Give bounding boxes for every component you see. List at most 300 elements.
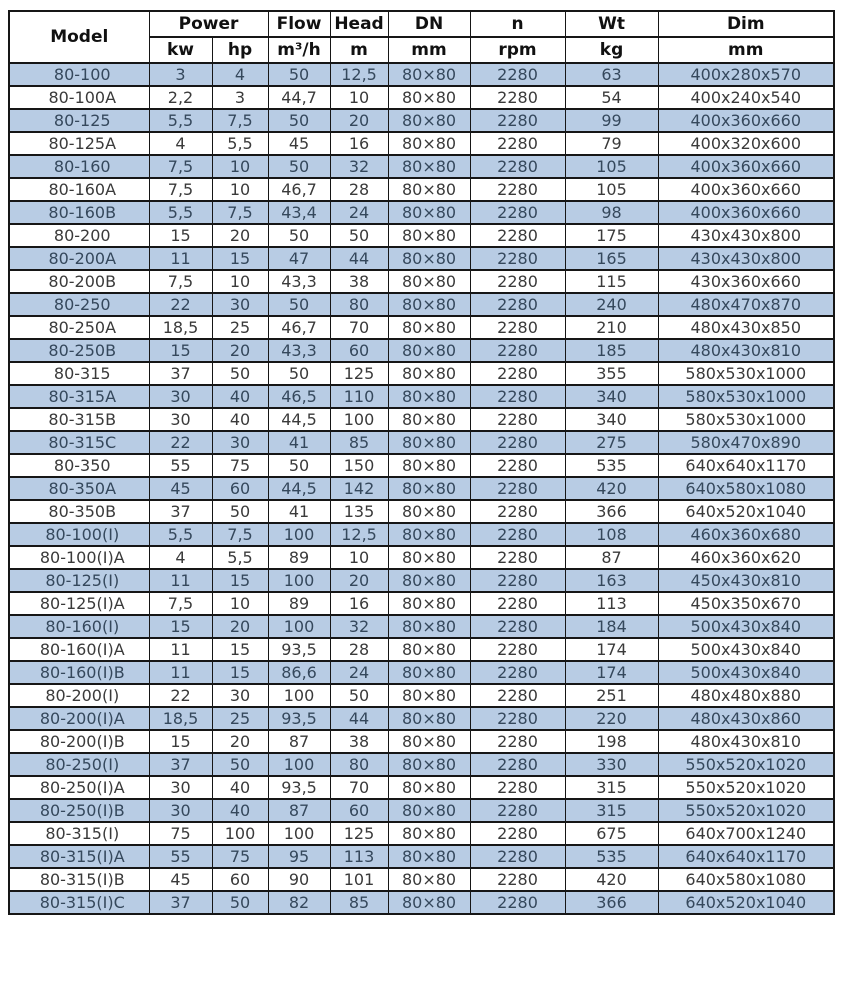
- cell-kw: 11: [149, 569, 212, 592]
- cell-kw: 11: [149, 638, 212, 661]
- cell-head: 28: [330, 178, 388, 201]
- cell-model: 80-100(I)A: [9, 546, 149, 569]
- cell-dn: 80×80: [388, 822, 470, 845]
- cell-hp: 50: [212, 500, 268, 523]
- cell-dn: 80×80: [388, 615, 470, 638]
- cell-wt: 240: [565, 293, 658, 316]
- table-row: [9, 224, 834, 247]
- cell-wt: 210: [565, 316, 658, 339]
- cell-kw: 15: [149, 224, 212, 247]
- cell-n: 2280: [470, 477, 565, 500]
- cell-dim: 640x640x1170: [658, 845, 834, 868]
- cell-dim: 460x360x680: [658, 523, 834, 546]
- cell-kw: 75: [149, 822, 212, 845]
- header-row-1: [9, 11, 834, 37]
- cell-model: 80-350B: [9, 500, 149, 523]
- cell-hp: 20: [212, 339, 268, 362]
- cell-model: 80-160A: [9, 178, 149, 201]
- col-header-model: Model: [9, 11, 149, 63]
- cell-dim: 400x320x600: [658, 132, 834, 155]
- cell-dn: 80×80: [388, 500, 470, 523]
- cell-model: 80-125: [9, 109, 149, 132]
- cell-model: 80-315B: [9, 408, 149, 431]
- cell-head: 12,5: [330, 523, 388, 546]
- cell-kw: 55: [149, 454, 212, 477]
- cell-head: 20: [330, 569, 388, 592]
- cell-head: 44: [330, 247, 388, 270]
- cell-n: 2280: [470, 753, 565, 776]
- cell-dim: 500x430x840: [658, 615, 834, 638]
- cell-dim: 400x360x660: [658, 155, 834, 178]
- cell-dn: 80×80: [388, 845, 470, 868]
- cell-dim: 480x430x810: [658, 339, 834, 362]
- cell-n: 2280: [470, 500, 565, 523]
- cell-dn: 80×80: [388, 753, 470, 776]
- cell-head: 60: [330, 799, 388, 822]
- cell-head: 80: [330, 753, 388, 776]
- table-row: [9, 339, 834, 362]
- cell-hp: 4: [212, 63, 268, 86]
- cell-kw: 2,2: [149, 86, 212, 109]
- table-row: [9, 546, 834, 569]
- cell-head: 80: [330, 293, 388, 316]
- col-header-n: n: [470, 11, 565, 37]
- cell-head: 38: [330, 270, 388, 293]
- cell-hp: 75: [212, 454, 268, 477]
- cell-flow: 100: [268, 822, 330, 845]
- cell-kw: 30: [149, 408, 212, 431]
- cell-kw: 55: [149, 845, 212, 868]
- table-row: [9, 730, 834, 753]
- cell-n: 2280: [470, 63, 565, 86]
- cell-dn: 80×80: [388, 155, 470, 178]
- cell-kw: 11: [149, 661, 212, 684]
- table-row: [9, 408, 834, 431]
- cell-model: 80-160(I)A: [9, 638, 149, 661]
- cell-kw: 7,5: [149, 178, 212, 201]
- cell-dim: 430x360x660: [658, 270, 834, 293]
- cell-head: 10: [330, 86, 388, 109]
- cell-n: 2280: [470, 132, 565, 155]
- cell-dn: 80×80: [388, 454, 470, 477]
- cell-kw: 22: [149, 431, 212, 454]
- cell-kw: 30: [149, 776, 212, 799]
- cell-hp: 15: [212, 661, 268, 684]
- cell-model: 80-250: [9, 293, 149, 316]
- col-header-dn-unit: mm: [388, 37, 470, 63]
- cell-wt: 355: [565, 362, 658, 385]
- cell-head: 100: [330, 408, 388, 431]
- cell-hp: 50: [212, 362, 268, 385]
- cell-wt: 366: [565, 500, 658, 523]
- cell-dn: 80×80: [388, 339, 470, 362]
- cell-flow: 50: [268, 109, 330, 132]
- cell-dn: 80×80: [388, 385, 470, 408]
- cell-n: 2280: [470, 592, 565, 615]
- cell-dn: 80×80: [388, 109, 470, 132]
- cell-flow: 87: [268, 730, 330, 753]
- cell-dn: 80×80: [388, 316, 470, 339]
- cell-head: 12,5: [330, 63, 388, 86]
- cell-hp: 40: [212, 408, 268, 431]
- cell-hp: 15: [212, 247, 268, 270]
- cell-flow: 89: [268, 546, 330, 569]
- cell-kw: 18,5: [149, 707, 212, 730]
- table-row: [9, 569, 834, 592]
- table-row: [9, 661, 834, 684]
- cell-wt: 184: [565, 615, 658, 638]
- cell-flow: 43,4: [268, 201, 330, 224]
- cell-wt: 535: [565, 454, 658, 477]
- cell-hp: 7,5: [212, 109, 268, 132]
- cell-model: 80-160(I): [9, 615, 149, 638]
- cell-model: 80-100A: [9, 86, 149, 109]
- table-row: [9, 109, 834, 132]
- table-row: [9, 63, 834, 86]
- cell-n: 2280: [470, 868, 565, 891]
- cell-hp: 30: [212, 293, 268, 316]
- cell-flow: 93,5: [268, 707, 330, 730]
- cell-flow: 43,3: [268, 339, 330, 362]
- cell-kw: 7,5: [149, 592, 212, 615]
- cell-model: 80-250(I)A: [9, 776, 149, 799]
- table-row: [9, 845, 834, 868]
- cell-hp: 10: [212, 592, 268, 615]
- cell-hp: 40: [212, 799, 268, 822]
- cell-model: 80-315A: [9, 385, 149, 408]
- cell-model: 80-350A: [9, 477, 149, 500]
- cell-head: 70: [330, 776, 388, 799]
- cell-kw: 15: [149, 339, 212, 362]
- cell-dn: 80×80: [388, 86, 470, 109]
- cell-model: 80-200A: [9, 247, 149, 270]
- cell-dim: 550x520x1020: [658, 753, 834, 776]
- cell-wt: 63: [565, 63, 658, 86]
- cell-model: 80-160(I)B: [9, 661, 149, 684]
- cell-flow: 41: [268, 500, 330, 523]
- cell-kw: 7,5: [149, 155, 212, 178]
- cell-hp: 15: [212, 569, 268, 592]
- col-header-flow: Flow: [268, 11, 330, 37]
- cell-head: 44: [330, 707, 388, 730]
- col-header-dim: Dim: [658, 11, 834, 37]
- cell-n: 2280: [470, 408, 565, 431]
- cell-n: 2280: [470, 109, 565, 132]
- cell-n: 2280: [470, 615, 565, 638]
- cell-dim: 480x430x850: [658, 316, 834, 339]
- cell-flow: 95: [268, 845, 330, 868]
- cell-head: 60: [330, 339, 388, 362]
- cell-wt: 675: [565, 822, 658, 845]
- cell-flow: 100: [268, 569, 330, 592]
- cell-wt: 315: [565, 799, 658, 822]
- cell-hp: 20: [212, 615, 268, 638]
- table-row: [9, 822, 834, 845]
- cell-head: 85: [330, 891, 388, 914]
- cell-flow: 50: [268, 155, 330, 178]
- cell-wt: 535: [565, 845, 658, 868]
- cell-flow: 100: [268, 684, 330, 707]
- cell-kw: 37: [149, 891, 212, 914]
- cell-flow: 100: [268, 523, 330, 546]
- cell-kw: 5,5: [149, 523, 212, 546]
- cell-kw: 11: [149, 247, 212, 270]
- cell-dim: 640x700x1240: [658, 822, 834, 845]
- cell-dim: 480x430x860: [658, 707, 834, 730]
- cell-model: 80-200(I): [9, 684, 149, 707]
- cell-n: 2280: [470, 638, 565, 661]
- cell-wt: 366: [565, 891, 658, 914]
- cell-n: 2280: [470, 707, 565, 730]
- cell-model: 80-125(I): [9, 569, 149, 592]
- table-row: [9, 500, 834, 523]
- table-row: [9, 132, 834, 155]
- cell-dn: 80×80: [388, 638, 470, 661]
- table-row: [9, 776, 834, 799]
- cell-kw: 22: [149, 684, 212, 707]
- cell-n: 2280: [470, 661, 565, 684]
- cell-n: 2280: [470, 523, 565, 546]
- cell-dim: 580x530x1000: [658, 385, 834, 408]
- cell-model: 80-315(I)C: [9, 891, 149, 914]
- cell-head: 24: [330, 201, 388, 224]
- cell-hp: 15: [212, 638, 268, 661]
- cell-n: 2280: [470, 385, 565, 408]
- col-header-power: Power: [149, 11, 268, 37]
- cell-wt: 163: [565, 569, 658, 592]
- cell-hp: 7,5: [212, 523, 268, 546]
- cell-wt: 174: [565, 661, 658, 684]
- cell-kw: 37: [149, 753, 212, 776]
- cell-dn: 80×80: [388, 178, 470, 201]
- cell-dim: 400x240x540: [658, 86, 834, 109]
- col-header-dim-unit: mm: [658, 37, 834, 63]
- table-row: [9, 891, 834, 914]
- cell-wt: 115: [565, 270, 658, 293]
- table-row: [9, 523, 834, 546]
- cell-hp: 60: [212, 477, 268, 500]
- cell-wt: 275: [565, 431, 658, 454]
- table-row: [9, 684, 834, 707]
- cell-head: 28: [330, 638, 388, 661]
- cell-flow: 100: [268, 615, 330, 638]
- cell-flow: 50: [268, 293, 330, 316]
- cell-wt: 98: [565, 201, 658, 224]
- cell-n: 2280: [470, 822, 565, 845]
- cell-dn: 80×80: [388, 684, 470, 707]
- cell-flow: 41: [268, 431, 330, 454]
- table-row: [9, 799, 834, 822]
- cell-flow: 44,5: [268, 408, 330, 431]
- cell-hp: 20: [212, 730, 268, 753]
- col-header-head: Head: [330, 11, 388, 37]
- cell-head: 150: [330, 454, 388, 477]
- cell-dim: 400x360x660: [658, 109, 834, 132]
- cell-kw: 37: [149, 500, 212, 523]
- cell-n: 2280: [470, 339, 565, 362]
- cell-wt: 165: [565, 247, 658, 270]
- cell-dn: 80×80: [388, 293, 470, 316]
- cell-model: 80-350: [9, 454, 149, 477]
- cell-model: 80-160B: [9, 201, 149, 224]
- cell-dn: 80×80: [388, 891, 470, 914]
- cell-wt: 105: [565, 155, 658, 178]
- cell-dim: 480x430x810: [658, 730, 834, 753]
- table-row: [9, 868, 834, 891]
- cell-kw: 15: [149, 615, 212, 638]
- cell-kw: 30: [149, 385, 212, 408]
- cell-head: 85: [330, 431, 388, 454]
- cell-flow: 50: [268, 362, 330, 385]
- cell-dn: 80×80: [388, 661, 470, 684]
- cell-head: 101: [330, 868, 388, 891]
- cell-head: 10: [330, 546, 388, 569]
- cell-flow: 86,6: [268, 661, 330, 684]
- cell-wt: 185: [565, 339, 658, 362]
- cell-n: 2280: [470, 569, 565, 592]
- table-row: [9, 155, 834, 178]
- cell-dn: 80×80: [388, 362, 470, 385]
- cell-n: 2280: [470, 730, 565, 753]
- cell-wt: 87: [565, 546, 658, 569]
- cell-hp: 3: [212, 86, 268, 109]
- cell-dn: 80×80: [388, 431, 470, 454]
- cell-dn: 80×80: [388, 201, 470, 224]
- cell-kw: 22: [149, 293, 212, 316]
- cell-n: 2280: [470, 546, 565, 569]
- cell-n: 2280: [470, 201, 565, 224]
- cell-head: 110: [330, 385, 388, 408]
- cell-head: 16: [330, 592, 388, 615]
- cell-hp: 10: [212, 178, 268, 201]
- cell-n: 2280: [470, 270, 565, 293]
- cell-flow: 87: [268, 799, 330, 822]
- cell-flow: 93,5: [268, 776, 330, 799]
- cell-hp: 50: [212, 753, 268, 776]
- cell-kw: 5,5: [149, 201, 212, 224]
- cell-wt: 420: [565, 477, 658, 500]
- cell-dim: 550x520x1020: [658, 776, 834, 799]
- table-row: [9, 431, 834, 454]
- cell-n: 2280: [470, 799, 565, 822]
- cell-n: 2280: [470, 293, 565, 316]
- cell-kw: 5,5: [149, 109, 212, 132]
- cell-hp: 20: [212, 224, 268, 247]
- cell-dim: 400x360x660: [658, 178, 834, 201]
- cell-model: 80-250(I): [9, 753, 149, 776]
- cell-hp: 50: [212, 891, 268, 914]
- cell-dim: 430x430x800: [658, 247, 834, 270]
- cell-head: 32: [330, 155, 388, 178]
- cell-hp: 5,5: [212, 132, 268, 155]
- cell-n: 2280: [470, 247, 565, 270]
- cell-head: 113: [330, 845, 388, 868]
- cell-dn: 80×80: [388, 799, 470, 822]
- cell-kw: 37: [149, 362, 212, 385]
- cell-wt: 420: [565, 868, 658, 891]
- cell-hp: 25: [212, 707, 268, 730]
- cell-dn: 80×80: [388, 868, 470, 891]
- cell-dim: 500x430x840: [658, 661, 834, 684]
- cell-kw: 4: [149, 546, 212, 569]
- cell-dim: 580x470x890: [658, 431, 834, 454]
- cell-hp: 40: [212, 385, 268, 408]
- cell-wt: 315: [565, 776, 658, 799]
- table-row: [9, 247, 834, 270]
- cell-n: 2280: [470, 178, 565, 201]
- cell-hp: 30: [212, 684, 268, 707]
- cell-n: 2280: [470, 86, 565, 109]
- cell-flow: 44,7: [268, 86, 330, 109]
- cell-flow: 90: [268, 868, 330, 891]
- cell-dim: 580x530x1000: [658, 408, 834, 431]
- cell-hp: 25: [212, 316, 268, 339]
- col-header-n-unit: rpm: [470, 37, 565, 63]
- cell-dim: 640x580x1080: [658, 868, 834, 891]
- cell-wt: 340: [565, 385, 658, 408]
- cell-n: 2280: [470, 431, 565, 454]
- cell-flow: 93,5: [268, 638, 330, 661]
- cell-hp: 75: [212, 845, 268, 868]
- table-row: [9, 753, 834, 776]
- col-header-kw: kw: [149, 37, 212, 63]
- table-body: [9, 63, 834, 914]
- cell-wt: 220: [565, 707, 658, 730]
- table-row: [9, 362, 834, 385]
- cell-model: 80-250B: [9, 339, 149, 362]
- cell-dn: 80×80: [388, 546, 470, 569]
- cell-head: 16: [330, 132, 388, 155]
- col-header-dn: DN: [388, 11, 470, 37]
- table-row: [9, 385, 834, 408]
- cell-model: 80-125(I)A: [9, 592, 149, 615]
- cell-kw: 30: [149, 799, 212, 822]
- cell-dn: 80×80: [388, 247, 470, 270]
- col-header-wt: Wt: [565, 11, 658, 37]
- cell-dn: 80×80: [388, 776, 470, 799]
- cell-n: 2280: [470, 155, 565, 178]
- cell-head: 142: [330, 477, 388, 500]
- cell-hp: 40: [212, 776, 268, 799]
- cell-n: 2280: [470, 316, 565, 339]
- pump-spec-table-container: [8, 10, 833, 915]
- cell-dn: 80×80: [388, 270, 470, 293]
- cell-dn: 80×80: [388, 63, 470, 86]
- table-row: [9, 86, 834, 109]
- cell-flow: 50: [268, 63, 330, 86]
- cell-dn: 80×80: [388, 592, 470, 615]
- table-row: [9, 477, 834, 500]
- cell-kw: 45: [149, 868, 212, 891]
- cell-dim: 640x520x1040: [658, 500, 834, 523]
- col-header-wt-unit: kg: [565, 37, 658, 63]
- cell-dim: 480x470x870: [658, 293, 834, 316]
- cell-hp: 10: [212, 155, 268, 178]
- cell-dim: 400x280x570: [658, 63, 834, 86]
- cell-hp: 30: [212, 431, 268, 454]
- cell-flow: 89: [268, 592, 330, 615]
- cell-head: 20: [330, 109, 388, 132]
- cell-dim: 430x430x800: [658, 224, 834, 247]
- cell-dim: 640x640x1170: [658, 454, 834, 477]
- cell-flow: 50: [268, 224, 330, 247]
- cell-model: 80-315: [9, 362, 149, 385]
- cell-kw: 18,5: [149, 316, 212, 339]
- cell-model: 80-200(I)A: [9, 707, 149, 730]
- cell-head: 38: [330, 730, 388, 753]
- cell-n: 2280: [470, 845, 565, 868]
- table-row: [9, 454, 834, 477]
